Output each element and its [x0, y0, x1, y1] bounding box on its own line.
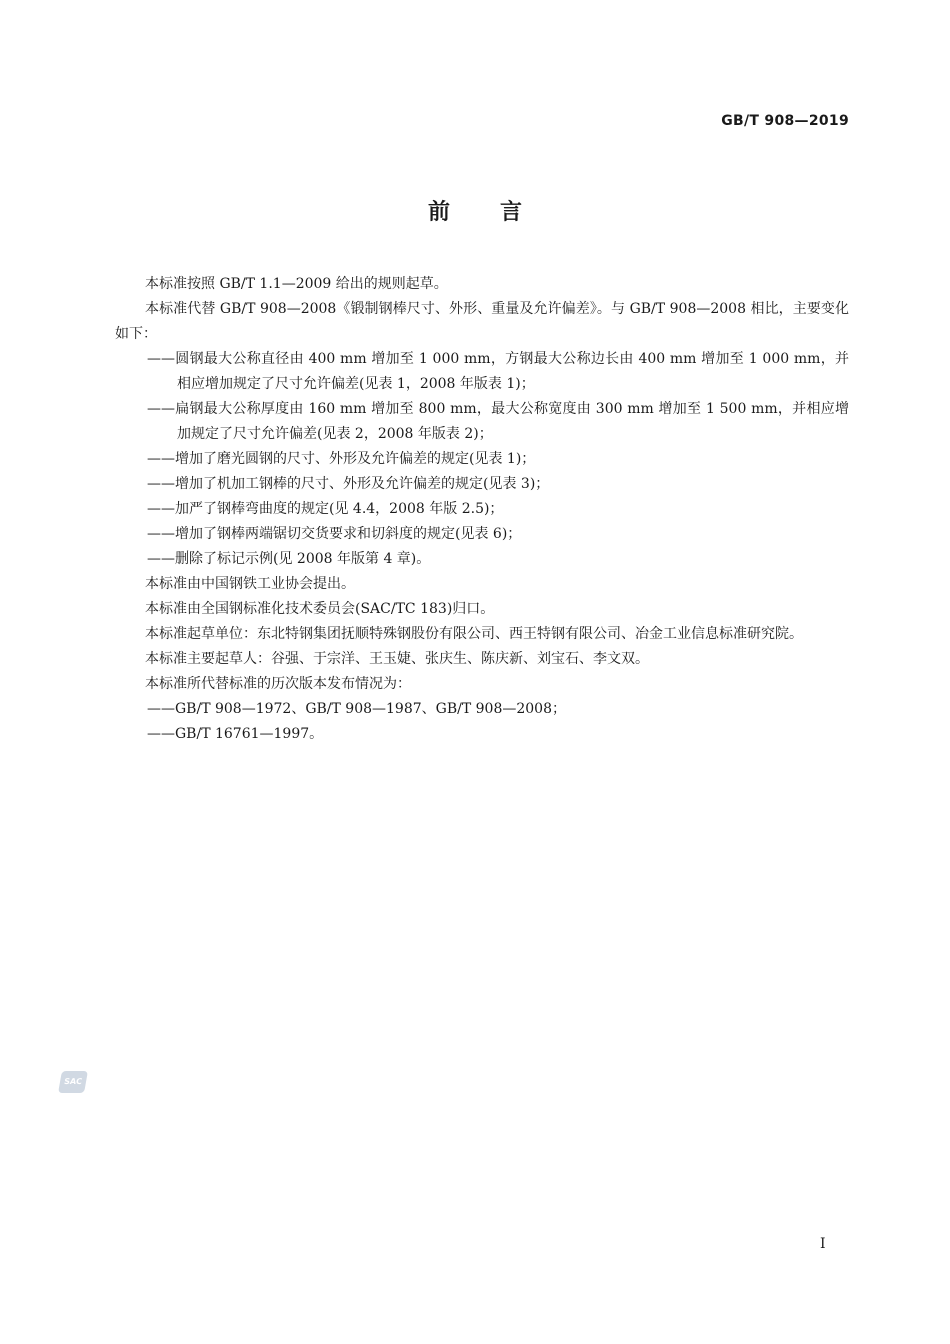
list-item: ——GB/T 16761—1997。	[147, 726, 324, 742]
standard-code: GB/T 908—2019	[721, 113, 849, 129]
list-item: ——加严了钢棒弯曲度的规定(见 4.4，2008 年版 2.5)；	[147, 501, 504, 517]
paragraph: 本标准按照 GB/T 1.1—2009 给出的规则起草。	[145, 276, 448, 292]
page-number: I	[820, 1236, 826, 1252]
sac-watermark-logo: SAC	[58, 1071, 88, 1093]
list-item: ——增加了钢棒两端锯切交货要求和切斜度的规定(见表 6)；	[147, 526, 522, 542]
list-item: ——GB/T 908—1972、GB/T 908—1987、GB/T 908—2008；	[147, 701, 566, 717]
foreword-body	[115, 272, 849, 747]
list-item: ——删除了标记示例(见 2008 年版第 4 章)。	[147, 551, 431, 567]
list-item: ——圆钢最大公称直径由 400 mm 增加至 1 000 mm，方钢最大公称边长由 400 mm 增加至 1 000 mm，并相应增加规定了尺寸允许偏差(见表 1，2008 年版表 1)；	[147, 351, 849, 392]
paragraph: 本标准主要起草人：谷强、于宗洋、王玉婕、张庆生、陈庆新、刘宝石、李文双。	[145, 651, 649, 667]
paragraph: 本标准所代替标准的历次版本发布情况为：	[145, 676, 411, 692]
paragraph: 本标准代替 GB/T 908—2008《锻制钢棒尺寸、外形、重量及允许偏差》。与 GB/T 908—2008 相比，主要变化如下：	[115, 301, 849, 342]
list-item: ——增加了磨光圆钢的尺寸、外形及允许偏差的规定(见表 1)；	[147, 451, 536, 467]
paragraph: 本标准由中国钢铁工业协会提出。	[145, 576, 355, 592]
paragraph: 本标准起草单位：东北特钢集团抚顺特殊钢股份有限公司、西王特钢有限公司、冶金工业信息标准研究院。	[145, 626, 803, 642]
page-title: 前言	[427, 200, 572, 225]
paragraph: 本标准由全国钢标准化技术委员会(SAC/TC 183)归口。	[145, 601, 495, 617]
list-item: ——增加了机加工钢棒的尺寸、外形及允许偏差的规定(见表 3)；	[147, 476, 550, 492]
list-item: ——扁钢最大公称厚度由 160 mm 增加至 800 mm，最大公称宽度由 300 mm 增加至 1 500 mm，并相应增加规定了尺寸允许偏差(见表 2，2008 年版表 2)；	[147, 401, 849, 442]
